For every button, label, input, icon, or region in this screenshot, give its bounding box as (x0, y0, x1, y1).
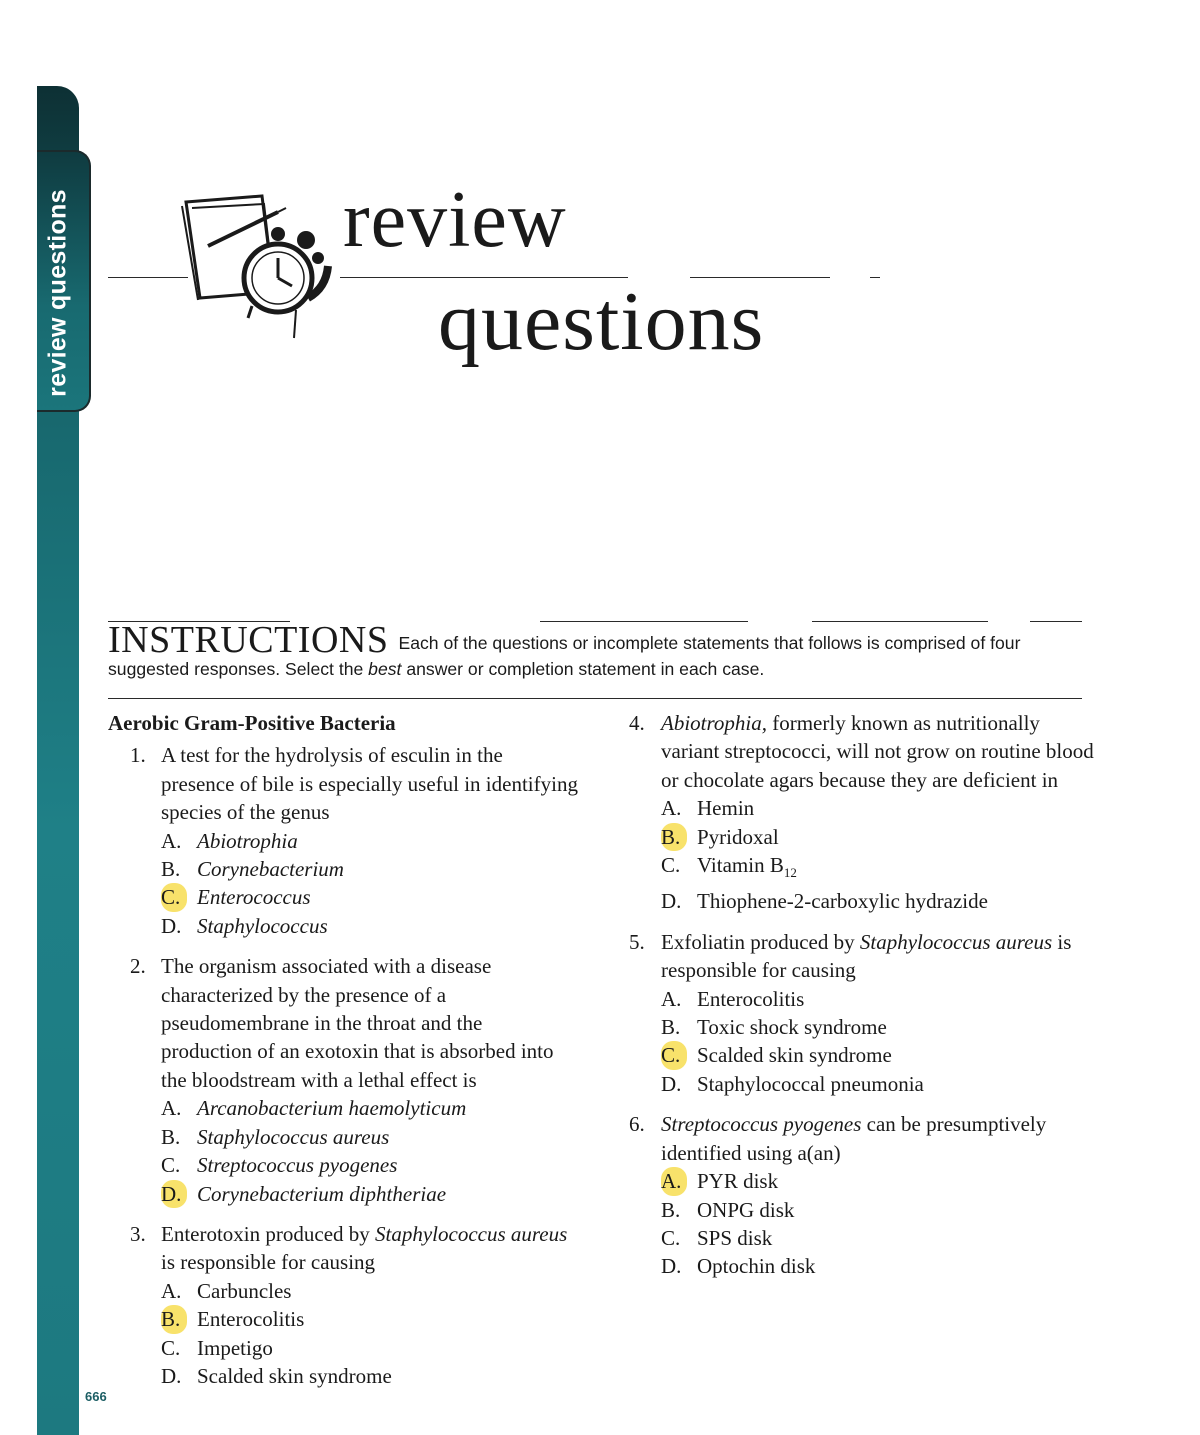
answer-option[interactable] (161, 912, 578, 940)
answer-letter: A. (161, 1096, 182, 1121)
answer-text: Staphylococcal pneumonia (697, 1071, 924, 1096)
answer-option[interactable] (161, 1123, 578, 1151)
answer-letter: A. (161, 1278, 182, 1303)
answer-option[interactable] (161, 855, 578, 883)
answer-option[interactable] (161, 1180, 578, 1208)
answer-text: Optochin disk (697, 1254, 816, 1279)
answer-letter: D. (161, 913, 182, 938)
answer-options (161, 827, 578, 941)
answer-option[interactable] (661, 851, 1097, 887)
answer-option[interactable] (161, 1277, 578, 1305)
instructions-top-rule (540, 621, 748, 622)
answer-text: Thiophene-2-carboxylic hydrazide (697, 889, 988, 914)
answer-text: Toxic shock syndrome (697, 1015, 887, 1040)
answer-text: Staphylococcus (197, 913, 328, 938)
answer-option[interactable] (161, 1334, 578, 1362)
answer-option[interactable] (661, 1252, 1097, 1280)
question-text: is responsible for causing (161, 1250, 376, 1275)
answer-option[interactable] (161, 1151, 578, 1179)
page-number: 666 (85, 1389, 107, 1404)
answer-option[interactable] (661, 1013, 1097, 1041)
answer-option[interactable] (161, 883, 578, 911)
answer-options (661, 985, 1097, 1099)
question-5 (627, 928, 1097, 1098)
answer-text: Corynebacterium diphtheriae (197, 1181, 447, 1206)
answer-options (161, 1094, 578, 1208)
answer-text: SPS disk (697, 1225, 773, 1250)
question-text: Staphylococcus aureus (859, 929, 1053, 954)
answer-letter: B. (161, 1124, 181, 1149)
instructions-bottom-rule (108, 698, 1082, 699)
clipboard-clock-icon (178, 188, 348, 348)
instructions-heading: INSTRUCTIONS (108, 619, 389, 661)
answer-letter: D. (661, 1071, 682, 1096)
answer-letter: C. (661, 1225, 681, 1250)
question-number: 4. (629, 711, 645, 735)
answer-letter: D. (661, 889, 682, 914)
answer-letter: D. (661, 1254, 682, 1279)
header-rule (870, 277, 880, 278)
answer-letter: B. (161, 857, 181, 882)
answer-text: Enterococcus (197, 885, 311, 910)
answer-text: Enterocolitis (697, 986, 805, 1011)
answer-option[interactable] (661, 1167, 1097, 1195)
correct-answer-letter: D. (161, 1180, 187, 1208)
answer-text: Scalded skin syndrome (197, 1363, 392, 1388)
question-stem (661, 709, 1097, 794)
question-4 (627, 709, 1097, 916)
question-text: is responsible for causing (661, 929, 1072, 983)
answer-letter: C. (161, 1335, 181, 1360)
answer-option[interactable] (661, 1196, 1097, 1224)
instructions-emphasis: best (368, 659, 402, 679)
question-number: 2. (130, 954, 146, 979)
correct-answer-letter: C. (161, 883, 187, 911)
correct-answer-letter: C. (661, 1041, 687, 1069)
question-number: 3. (130, 1221, 146, 1246)
answer-letter: A. (661, 986, 682, 1011)
answer-text: Corynebacterium (197, 857, 344, 882)
answer-option[interactable] (161, 1362, 578, 1390)
right-column (627, 709, 1097, 1293)
answer-option[interactable] (661, 823, 1097, 851)
question-stem (161, 952, 578, 1094)
answer-options (661, 794, 1097, 916)
answer-text: Abiotrophia (197, 828, 298, 853)
answer-text: Streptococcus pyogenes (197, 1153, 398, 1178)
answer-options (661, 1167, 1097, 1281)
correct-answer-letter: A. (661, 1167, 687, 1195)
question-text: formerly known as nutritionally variant streptococci, will not grow on routine blood or chocolate agars because they are deficient in (661, 711, 1094, 792)
answer-text: Arcanobacterium haemolyticum (197, 1096, 467, 1121)
instructions-block (108, 619, 1088, 682)
answer-option[interactable] (161, 827, 578, 855)
question-stem (161, 1220, 578, 1277)
answer-option[interactable] (661, 1041, 1097, 1069)
answer-text: Staphylococcus aureus (197, 1124, 390, 1149)
answer-letter: C. (161, 1153, 181, 1178)
instructions-top-rule (812, 621, 988, 622)
question-text: A test for the hydrolysis of esculin in the presence of bile is especially useful in identifying species of the genus (161, 743, 578, 825)
question-2 (108, 952, 578, 1208)
answer-text: Scalded skin syndrome (697, 1043, 892, 1068)
question-text: Exfoliatin produced by (661, 929, 860, 954)
question-stem (161, 741, 578, 826)
answer-letter: B. (661, 1197, 681, 1222)
correct-answer-letter: B. (661, 823, 687, 851)
question-number: 6. (629, 1112, 645, 1137)
correct-answer-letter: B. (161, 1305, 187, 1333)
answer-text: Impetigo (197, 1335, 273, 1360)
answer-letter: D. (161, 1363, 182, 1388)
question-1 (108, 741, 578, 940)
answer-text: ONPG disk (697, 1197, 795, 1222)
header-rule (108, 277, 188, 278)
question-text: can be presumptively identified using a(an) (661, 1112, 1047, 1165)
answer-text: PYR disk (697, 1169, 779, 1194)
answer-option[interactable] (161, 1094, 578, 1122)
question-text: Abiotrophia, (661, 711, 767, 735)
answer-text: Vitamin B (697, 853, 784, 878)
question-text: Streptococcus pyogenes (661, 1112, 862, 1137)
answer-letter: A. (161, 828, 182, 853)
title-word-questions: questions (438, 275, 765, 368)
answer-option[interactable] (661, 985, 1097, 1013)
question-number: 1. (130, 743, 146, 768)
title-word-review: review (343, 176, 567, 264)
answer-letter: B. (661, 1015, 681, 1040)
answer-letter: C. (661, 853, 681, 878)
answer-text: Pyridoxal (697, 824, 779, 849)
answer-options (161, 1277, 578, 1391)
answer-option[interactable] (661, 887, 1097, 915)
answer-option[interactable] (661, 1224, 1097, 1252)
answer-option[interactable] (661, 1070, 1097, 1098)
instructions-text: Each of the questions or incomplete statements that follows is comprised of four suggested responses. Select the (108, 633, 1021, 679)
question-text: Enterotoxin produced by (161, 1221, 376, 1246)
question-3 (108, 1220, 578, 1390)
answer-subscript: 12 (783, 865, 797, 881)
question-text: Staphylococcus aureus (375, 1221, 568, 1246)
question-6 (627, 1110, 1097, 1280)
answer-option[interactable] (161, 1305, 578, 1333)
instructions-top-rule (1030, 621, 1082, 622)
question-stem (661, 928, 1097, 985)
left-column (108, 709, 578, 1402)
answer-text: Carbuncles (197, 1278, 292, 1303)
question-stem (661, 1110, 1097, 1167)
sidebar-label: review questions (43, 189, 72, 397)
instructions-text-end: answer or completion statement in each case. (401, 659, 765, 679)
question-number: 5. (629, 929, 645, 954)
section-heading: Aerobic Gram-Positive Bacteria (108, 711, 396, 735)
answer-letter: A. (661, 796, 682, 821)
answer-text: Hemin (697, 796, 755, 821)
answer-text: Enterocolitis (197, 1307, 305, 1332)
question-text: The organism associated with a disease characterized by the presence of a pseudomembrane in the throat and the production of an exotoxin that is absorbed into the bloodstream with a lethal effect is (161, 954, 554, 1092)
answer-option[interactable] (661, 794, 1097, 822)
